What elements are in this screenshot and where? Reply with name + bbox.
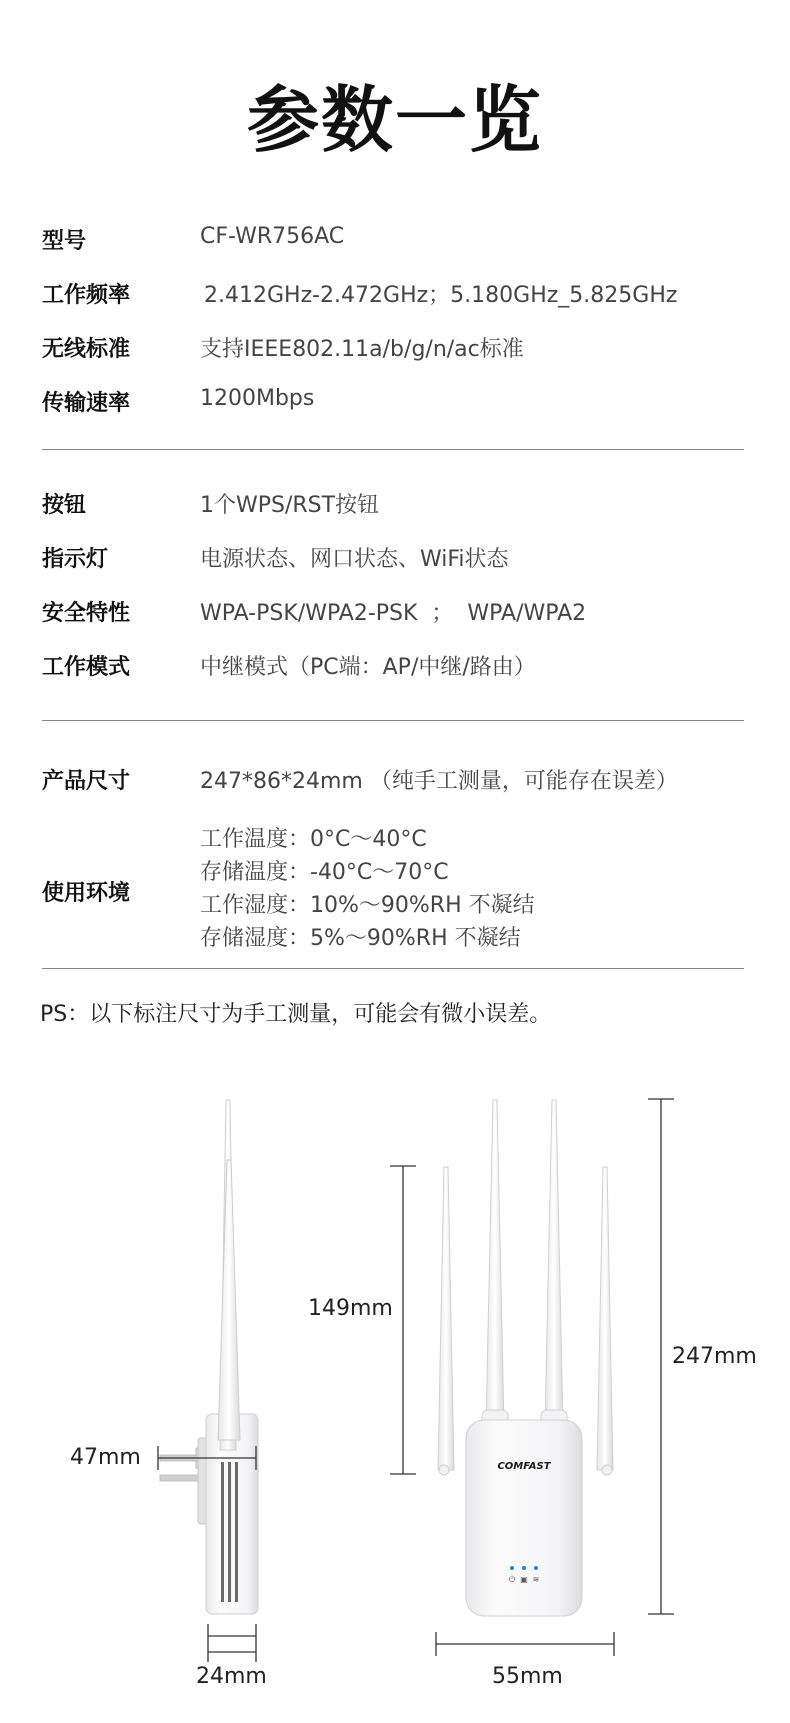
status-leds (509, 1566, 540, 1584)
spec-label: 传输速率 (42, 391, 131, 416)
dimension-antenna-height: 149mm (308, 1296, 393, 1321)
power-icon: ⏻ (508, 1575, 516, 1584)
page-title: 参数一览 (246, 78, 543, 162)
environment-line: 存储温度：-40°C～70°C (200, 860, 449, 885)
spec-label: 工作频率 (42, 283, 131, 308)
side-antenna-front (218, 1160, 240, 1440)
environment-line: 工作湿度：10%～90%RH 不凝结 (200, 893, 535, 918)
dimension-total-height: 247mm (672, 1344, 757, 1369)
environment-line: 工作温度：0°C～40°C (200, 827, 427, 852)
spec-label: 按钮 (42, 493, 87, 518)
spec-value: 1个WPS/RST按钮 (200, 493, 380, 518)
spec-value: 247*86*24mm （纯手工测量，可能存在误差） (200, 769, 678, 794)
vent-slots (221, 1462, 238, 1602)
spec-label: 工作模式 (42, 655, 131, 680)
front-body (466, 1420, 582, 1616)
spec-label: 无线标准 (42, 337, 131, 362)
environment-line: 存储湿度：5%～90%RH 不凝结 (200, 926, 521, 951)
spec-value: 支持IEEE802.11a/b/g/n/ac标准 (200, 337, 524, 362)
spec-value: 中继模式（PC端：AP/中继/路由） (200, 655, 536, 680)
network-port-icon: ▣ (520, 1575, 528, 1584)
front-antenna-inner-left (486, 1100, 504, 1424)
front-antenna-outer-left (438, 1167, 454, 1470)
front-antenna-outer-right (597, 1167, 613, 1470)
spec-label-environment: 使用环境 (42, 881, 131, 906)
spec-value: 电源状态、网口状态、WiFi状态 (200, 547, 509, 572)
spec-value: CF-WR756AC (200, 224, 345, 249)
dimension-side-width: 24mm (196, 1664, 267, 1689)
front-view (438, 1100, 613, 1616)
spec-label: 指示灯 (42, 547, 109, 572)
spec-value: WPA-PSK/WPA2-PSK ； WPA/WPA2 (200, 601, 587, 626)
spec-label: 型号 (42, 229, 87, 254)
front-antenna-inner-right (545, 1100, 563, 1424)
spec-label: 产品尺寸 (42, 769, 131, 794)
spec-value: 1200Mbps (200, 386, 315, 411)
wifi-icon: ≋ (532, 1575, 540, 1584)
side-view (160, 1100, 258, 1614)
brand-logo: COMFAST (497, 1461, 551, 1472)
ps-note: PS：以下标注尺寸为手工测量，可能会有微小误差。 (40, 1002, 552, 1027)
dimension-front-width: 55mm (492, 1664, 563, 1689)
dimension-side-depth: 47mm (70, 1445, 141, 1470)
spec-value: 2.412GHz-2.472GHz；5.180GHz_5.825GHz (204, 283, 678, 308)
spec-label: 安全特性 (42, 601, 131, 626)
